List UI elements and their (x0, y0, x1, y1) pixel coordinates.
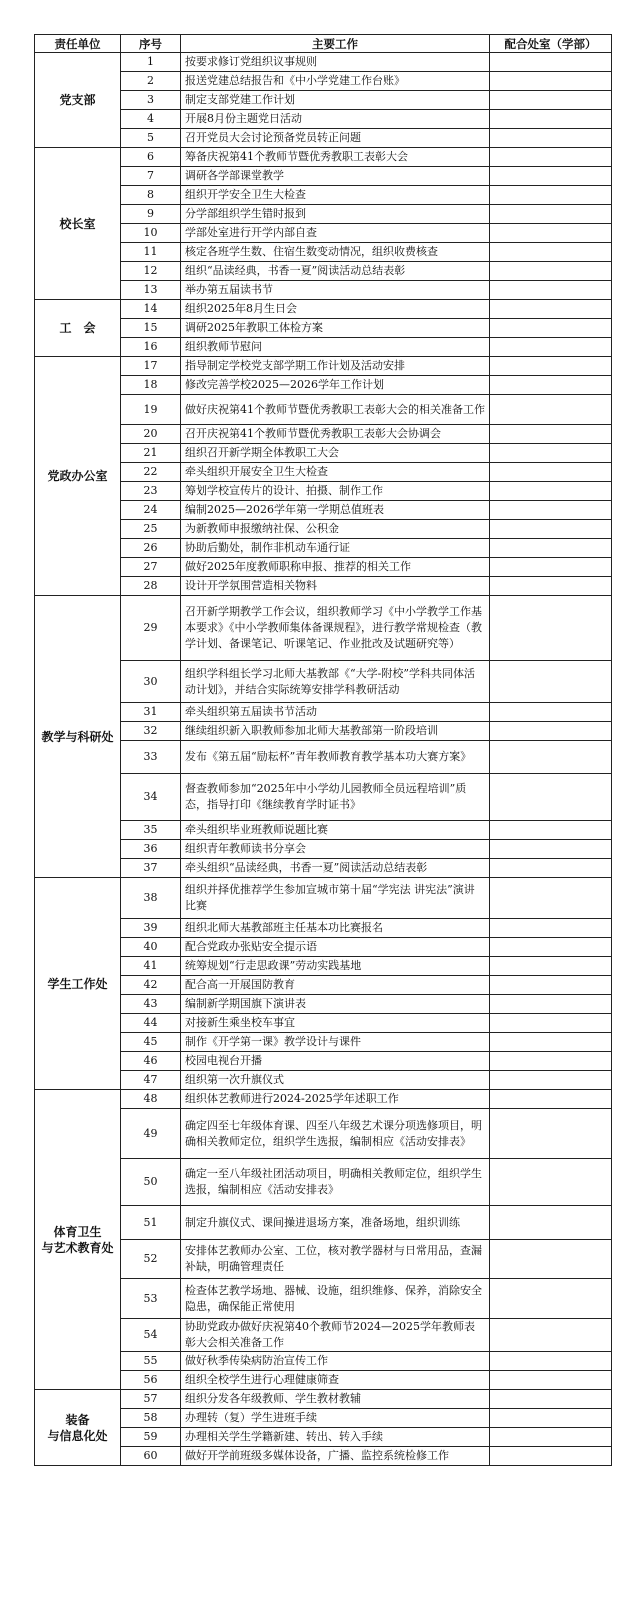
table-row (35, 1090, 612, 1109)
main-work-cell: 做好开学前班级多媒体设备，广播、监控系统检修工作 (181, 1447, 490, 1466)
cooperating-dept-cell (490, 1390, 612, 1409)
cooperating-dept-cell (490, 1014, 612, 1033)
main-work-cell: 校园电视台开播 (181, 1052, 490, 1071)
main-work-cell: 做好2025年度教师职称申报、推荐的相关工作 (181, 558, 490, 577)
main-work-cell: 设计开学氛围营造相关物料 (181, 577, 490, 596)
table-row (35, 878, 612, 919)
cooperating-dept-cell (490, 919, 612, 938)
header-responsible-unit: 责任单位 (35, 35, 121, 53)
cooperating-dept-cell (490, 741, 612, 774)
table-row (35, 1159, 612, 1206)
main-work-cell: 组织分发各年级教师、学生教材教辅 (181, 1390, 490, 1409)
sequence-cell: 57 (121, 1390, 181, 1409)
sequence-cell: 29 (121, 596, 181, 661)
table-row (35, 1014, 612, 1033)
main-work-cell: 办理相关学生学籍新建、转出、转入手续 (181, 1428, 490, 1447)
sequence-cell: 3 (121, 91, 181, 110)
main-work-cell: 组织召开新学期全体教职工大会 (181, 444, 490, 463)
cooperating-dept-cell (490, 1240, 612, 1279)
sequence-cell: 13 (121, 281, 181, 300)
sequence-cell: 51 (121, 1206, 181, 1240)
cooperating-dept-cell (490, 281, 612, 300)
main-work-cell: 为新教师申报缴纳社保、公积金 (181, 520, 490, 539)
main-work-cell: 牵头组织毕业班教师说题比赛 (181, 821, 490, 840)
sequence-cell: 45 (121, 1033, 181, 1052)
main-work-cell: 召开新学期教学工作会议，组织教师学习《中小学教学工作基本要求》《中小学教师集体备课规程》，进行教学常规检查（教学计划、备课笔记、听课笔记、作业批改及试题研究等） (181, 596, 490, 661)
cooperating-dept-cell (490, 501, 612, 520)
sequence-cell: 14 (121, 300, 181, 319)
cooperating-dept-cell (490, 1409, 612, 1428)
main-work-cell: 确定四至七年级体育课、四至八年级艺术课分项选修项目，明确相关教师定位，组织学生选报，编制相应《活动安排表》 (181, 1109, 490, 1159)
main-work-cell: 分学部组织学生错时报到 (181, 205, 490, 224)
sequence-cell: 58 (121, 1409, 181, 1428)
table-row (35, 859, 612, 878)
table-row (35, 539, 612, 558)
table-row (35, 243, 612, 262)
sequence-cell: 55 (121, 1352, 181, 1371)
cooperating-dept-cell (490, 319, 612, 338)
table-row (35, 1428, 612, 1447)
cooperating-dept-cell (490, 821, 612, 840)
table-row (35, 444, 612, 463)
cooperating-dept-cell (490, 72, 612, 91)
sequence-cell: 26 (121, 539, 181, 558)
sequence-cell: 1 (121, 53, 181, 72)
cooperating-dept-cell (490, 878, 612, 919)
cooperating-dept-cell (490, 300, 612, 319)
cooperating-dept-cell (490, 262, 612, 281)
main-work-cell: 调研2025年教职工体检方案 (181, 319, 490, 338)
main-work-cell: 安排体艺教师办公室、工位，核对教学器材与日常用品，查漏补缺，明确管理责任 (181, 1240, 490, 1279)
cooperating-dept-cell (490, 148, 612, 167)
sequence-cell: 9 (121, 205, 181, 224)
responsible-unit-cell: 学生工作处 (35, 878, 121, 1090)
main-work-cell: 牵头组织“品读经典，书香一夏”阅读活动总结表彰 (181, 859, 490, 878)
table-row (35, 774, 612, 821)
sequence-cell: 37 (121, 859, 181, 878)
cooperating-dept-cell (490, 1071, 612, 1090)
sequence-cell: 60 (121, 1447, 181, 1466)
main-work-cell: 协助后勤处，制作非机动车通行证 (181, 539, 490, 558)
cooperating-dept-cell (490, 463, 612, 482)
table-row (35, 300, 612, 319)
sequence-cell: 4 (121, 110, 181, 129)
main-work-cell: 报送党建总结报告和《中小学党建工作台账》 (181, 72, 490, 91)
sequence-cell: 16 (121, 338, 181, 357)
table-row (35, 281, 612, 300)
table-row (35, 1240, 612, 1279)
main-work-cell: 召开党员大会讨论预备党员转正问题 (181, 129, 490, 148)
table-row (35, 938, 612, 957)
sequence-cell: 23 (121, 482, 181, 501)
table-body (35, 53, 612, 1466)
main-work-cell: 组织北师大基教部班主任基本功比赛报名 (181, 919, 490, 938)
table-row (35, 520, 612, 539)
cooperating-dept-cell (490, 482, 612, 501)
cooperating-dept-cell (490, 1206, 612, 1240)
table-row (35, 482, 612, 501)
cooperating-dept-cell (490, 577, 612, 596)
cooperating-dept-cell (490, 376, 612, 395)
table-row (35, 1071, 612, 1090)
main-work-cell: 对接新生乘坐校车事宜 (181, 1014, 490, 1033)
sequence-cell: 10 (121, 224, 181, 243)
sequence-cell: 21 (121, 444, 181, 463)
table-row (35, 463, 612, 482)
cooperating-dept-cell (490, 425, 612, 444)
cooperating-dept-cell (490, 91, 612, 110)
sequence-cell: 7 (121, 167, 181, 186)
cooperating-dept-cell (490, 395, 612, 425)
main-work-cell: 学部处室进行开学内部自查 (181, 224, 490, 243)
cooperating-dept-cell (490, 1090, 612, 1109)
table-row (35, 338, 612, 357)
cooperating-dept-cell (490, 129, 612, 148)
sequence-cell: 22 (121, 463, 181, 482)
main-work-cell: 配合高一开展国防教育 (181, 976, 490, 995)
main-work-cell: 调研各学部课堂教学 (181, 167, 490, 186)
sequence-cell: 33 (121, 741, 181, 774)
cooperating-dept-cell (490, 444, 612, 463)
table-row (35, 425, 612, 444)
sequence-cell: 25 (121, 520, 181, 539)
cooperating-dept-cell (490, 1159, 612, 1206)
main-work-cell: 牵头组织第五届读书节活动 (181, 703, 490, 722)
header-main-work: 主要工作 (181, 35, 490, 53)
table-row (35, 596, 612, 661)
table-row (35, 703, 612, 722)
table-row (35, 577, 612, 596)
cooperating-dept-cell (490, 995, 612, 1014)
main-work-cell: 确定一至八年级社团活动项目，明确相关教师定位，组织学生选报，编制相应《活动安排表》 (181, 1159, 490, 1206)
cooperating-dept-cell (490, 1428, 612, 1447)
sequence-cell: 28 (121, 577, 181, 596)
sequence-cell: 30 (121, 661, 181, 703)
sequence-cell: 54 (121, 1319, 181, 1352)
sequence-cell: 59 (121, 1428, 181, 1447)
table-row (35, 53, 612, 72)
sequence-cell: 38 (121, 878, 181, 919)
cooperating-dept-cell (490, 205, 612, 224)
sequence-cell: 12 (121, 262, 181, 281)
main-work-cell: 制定支部党建工作计划 (181, 91, 490, 110)
table-row (35, 1052, 612, 1071)
table-row (35, 262, 612, 281)
table-row (35, 1447, 612, 1466)
cooperating-dept-cell (490, 243, 612, 262)
cooperating-dept-cell (490, 1279, 612, 1319)
sequence-cell: 36 (121, 840, 181, 859)
cooperating-dept-cell (490, 186, 612, 205)
table-row (35, 919, 612, 938)
cooperating-dept-cell (490, 1052, 612, 1071)
sequence-cell: 20 (121, 425, 181, 444)
main-work-cell: 继续组织新入职教师参加北师大基教部第一阶段培训 (181, 722, 490, 741)
sequence-cell: 40 (121, 938, 181, 957)
cooperating-dept-cell (490, 840, 612, 859)
table-row (35, 722, 612, 741)
table-row (35, 1206, 612, 1240)
table-row (35, 661, 612, 703)
main-work-cell: 配合党政办张贴安全提示语 (181, 938, 490, 957)
table-row (35, 1371, 612, 1390)
table-row (35, 148, 612, 167)
sequence-cell: 53 (121, 1279, 181, 1319)
main-work-cell: 组织全校学生进行心理健康筛查 (181, 1371, 490, 1390)
table-row (35, 995, 612, 1014)
main-work-cell: 做好秋季传染病防治宣传工作 (181, 1352, 490, 1371)
table-row (35, 957, 612, 976)
sequence-cell: 43 (121, 995, 181, 1014)
table-row (35, 1319, 612, 1352)
work-plan-table (34, 34, 612, 1466)
cooperating-dept-cell (490, 1447, 612, 1466)
main-work-cell: 督查教师参加“2025年中小学幼儿园教师全员远程培训”质态，指导打印《继续教育学时证书》 (181, 774, 490, 821)
responsible-unit-cell: 党政办公室 (35, 357, 121, 596)
main-work-cell: 组织学科组长学习北师大基教部《“大学-附校”学科共同体活动计划》，并结合实际统筹安排学科教研活动 (181, 661, 490, 703)
main-work-cell: 协助党政办做好庆祝第40个教师节2024—2025学年教师表彰大会相关准备工作 (181, 1319, 490, 1352)
table-row (35, 501, 612, 520)
sequence-cell: 19 (121, 395, 181, 425)
cooperating-dept-cell (490, 1109, 612, 1159)
table-row (35, 1409, 612, 1428)
sequence-cell: 5 (121, 129, 181, 148)
sequence-cell: 35 (121, 821, 181, 840)
main-work-cell: 组织并择优推荐学生参加宣城市第十届“学宪法 讲宪法”演讲比赛 (181, 878, 490, 919)
work-plan-table-container (34, 34, 611, 1466)
main-work-cell: 举办第五届读书节 (181, 281, 490, 300)
table-row (35, 129, 612, 148)
main-work-cell: 开展8月份主题党日活动 (181, 110, 490, 129)
sequence-cell: 52 (121, 1240, 181, 1279)
sequence-cell: 44 (121, 1014, 181, 1033)
main-work-cell: 组织第一次升旗仪式 (181, 1071, 490, 1090)
cooperating-dept-cell (490, 110, 612, 129)
cooperating-dept-cell (490, 703, 612, 722)
main-work-cell: 修改完善学校2025—2026学年工作计划 (181, 376, 490, 395)
sequence-cell: 24 (121, 501, 181, 520)
main-work-cell: 组织教师节慰问 (181, 338, 490, 357)
table-row (35, 741, 612, 774)
sequence-cell: 39 (121, 919, 181, 938)
main-work-cell: 筹备庆祝第41个教师节暨优秀教职工表彰大会 (181, 148, 490, 167)
table-row (35, 205, 612, 224)
main-work-cell: 制作《开学第一课》教学设计与课件 (181, 1033, 490, 1052)
table-row (35, 224, 612, 243)
cooperating-dept-cell (490, 338, 612, 357)
table-row (35, 1279, 612, 1319)
sequence-cell: 27 (121, 558, 181, 577)
responsible-unit-cell: 装备 与信息化处 (35, 1390, 121, 1466)
table-row (35, 1352, 612, 1371)
cooperating-dept-cell (490, 1371, 612, 1390)
sequence-cell: 8 (121, 186, 181, 205)
sequence-cell: 18 (121, 376, 181, 395)
main-work-cell: 按要求修订党组织议事规则 (181, 53, 490, 72)
table-row (35, 395, 612, 425)
cooperating-dept-cell (490, 722, 612, 741)
responsible-unit-cell: 体育卫生 与艺术教育处 (35, 1090, 121, 1390)
sequence-cell: 32 (121, 722, 181, 741)
main-work-cell: 办理转（复）学生进班手续 (181, 1409, 490, 1428)
main-work-cell: 编制新学期国旗下演讲表 (181, 995, 490, 1014)
sequence-cell: 17 (121, 357, 181, 376)
responsible-unit-cell: 党支部 (35, 53, 121, 148)
table-row (35, 1109, 612, 1159)
main-work-cell: 牵头组织开展安全卫生大检查 (181, 463, 490, 482)
main-work-cell: 统筹规划“行走思政课”劳动实践基地 (181, 957, 490, 976)
table-row (35, 840, 612, 859)
table-row (35, 376, 612, 395)
sequence-cell: 49 (121, 1109, 181, 1159)
cooperating-dept-cell (490, 539, 612, 558)
cooperating-dept-cell (490, 661, 612, 703)
main-work-cell: 组织“品读经典，书香一夏”阅读活动总结表彰 (181, 262, 490, 281)
cooperating-dept-cell (490, 957, 612, 976)
cooperating-dept-cell (490, 859, 612, 878)
main-work-cell: 筹划学校宣传片的设计、拍摄、制作工作 (181, 482, 490, 501)
cooperating-dept-cell (490, 167, 612, 186)
sequence-cell: 42 (121, 976, 181, 995)
table-row (35, 1390, 612, 1409)
sequence-cell: 50 (121, 1159, 181, 1206)
table-header-row (35, 35, 612, 53)
sequence-cell: 41 (121, 957, 181, 976)
cooperating-dept-cell (490, 1033, 612, 1052)
table-row (35, 167, 612, 186)
table-row (35, 91, 612, 110)
cooperating-dept-cell (490, 774, 612, 821)
cooperating-dept-cell (490, 53, 612, 72)
table-row (35, 319, 612, 338)
main-work-cell: 组织体艺教师进行2024-2025学年述职工作 (181, 1090, 490, 1109)
sequence-cell: 11 (121, 243, 181, 262)
cooperating-dept-cell (490, 357, 612, 376)
cooperating-dept-cell (490, 1319, 612, 1352)
header-sequence: 序号 (121, 35, 181, 53)
table-row (35, 976, 612, 995)
main-work-cell: 指导制定学校党支部学期工作计划及活动安排 (181, 357, 490, 376)
table-row (35, 821, 612, 840)
responsible-unit-cell: 校长室 (35, 148, 121, 300)
main-work-cell: 组织开学安全卫生大检查 (181, 186, 490, 205)
main-work-cell: 召开庆祝第41个教师节暨优秀教职工表彰大会协调会 (181, 425, 490, 444)
cooperating-dept-cell (490, 224, 612, 243)
responsible-unit-cell: 工 会 (35, 300, 121, 357)
sequence-cell: 15 (121, 319, 181, 338)
table-row (35, 110, 612, 129)
sequence-cell: 56 (121, 1371, 181, 1390)
cooperating-dept-cell (490, 520, 612, 539)
table-row (35, 1033, 612, 1052)
header-cooperating-dept: 配合处室（学部） (490, 35, 612, 53)
table-row (35, 357, 612, 376)
sequence-cell: 47 (121, 1071, 181, 1090)
main-work-cell: 发布《第五届“励耘杯”青年教师教育教学基本功大赛方案》 (181, 741, 490, 774)
main-work-cell: 核定各班学生数、住宿生数变动情况，组织收费核查 (181, 243, 490, 262)
main-work-cell: 制定升旗仪式、课间操进退场方案，准备场地，组织训练 (181, 1206, 490, 1240)
cooperating-dept-cell (490, 558, 612, 577)
main-work-cell: 检查体艺教学场地、器械、设施，组织维修、保养，消除安全隐患，确保能正常使用 (181, 1279, 490, 1319)
cooperating-dept-cell (490, 1352, 612, 1371)
sequence-cell: 48 (121, 1090, 181, 1109)
table-row (35, 558, 612, 577)
cooperating-dept-cell (490, 976, 612, 995)
table-row (35, 186, 612, 205)
cooperating-dept-cell (490, 938, 612, 957)
main-work-cell: 做好庆祝第41个教师节暨优秀教职工表彰大会的相关准备工作 (181, 395, 490, 425)
table-row (35, 72, 612, 91)
sequence-cell: 34 (121, 774, 181, 821)
sequence-cell: 31 (121, 703, 181, 722)
main-work-cell: 组织2025年8月生日会 (181, 300, 490, 319)
main-work-cell: 组织青年教师读书分享会 (181, 840, 490, 859)
responsible-unit-cell: 教学与科研处 (35, 596, 121, 878)
sequence-cell: 6 (121, 148, 181, 167)
cooperating-dept-cell (490, 596, 612, 661)
sequence-cell: 2 (121, 72, 181, 91)
sequence-cell: 46 (121, 1052, 181, 1071)
main-work-cell: 编制2025—2026学年第一学期总值班表 (181, 501, 490, 520)
